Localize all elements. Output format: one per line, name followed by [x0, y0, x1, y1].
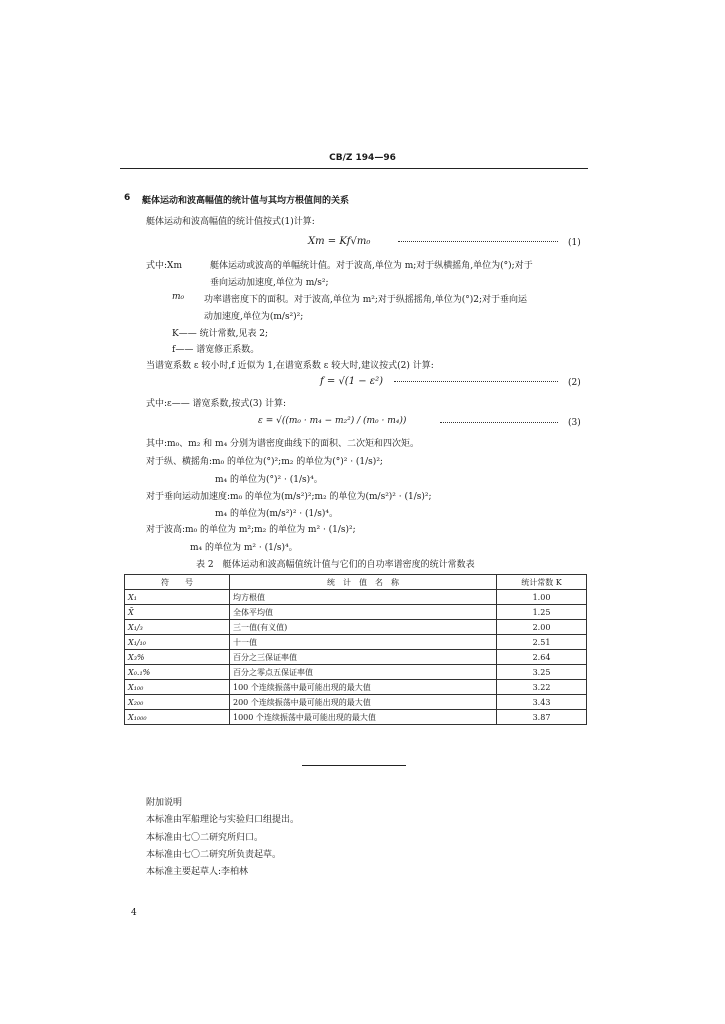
table-caption: 表 2 艇体运动和波高幅值统计值与它们的自功率谱密度的统计常数表 — [196, 560, 475, 570]
table-row — [125, 665, 587, 680]
table-row — [125, 695, 587, 710]
table-cell-constant: 3.25 — [497, 665, 587, 680]
table-row — [125, 680, 587, 695]
moments-text: 其中:m₀、m₂ 和 m₄ 分别为谱密度曲线下的面积、二次矩和四次矩。 — [146, 439, 420, 449]
table-cell-constant: 2.00 — [497, 620, 587, 635]
table-cell-name: 均方根值 — [230, 590, 497, 605]
table-cell-name: 百分之零点五保证率值 — [230, 665, 497, 680]
end-rule — [302, 765, 406, 766]
table-cell-symbol: X₁ — [125, 590, 230, 605]
table-cell-name: 1000 个连续振荡中最可能出现的最大值 — [230, 710, 497, 725]
statistics-table — [124, 574, 587, 725]
table-cell-name: 百分之三保证率值 — [230, 650, 497, 665]
table-cell-symbol: X₃% — [125, 650, 230, 665]
def-f: f—— 谱宽修正系数。 — [172, 345, 260, 355]
units-line-3: 对于垂向运动加速度:m₀ 的单位为(m/s²)²;m₂ 的单位为(m/s²)² · (1/s)²; — [146, 492, 432, 502]
def-m0-text: 功率谱密度下的面积。对于波高,单位为 m²;对于纵摇摇角,单位为(°)2;对于垂向运 — [204, 295, 528, 305]
equation-2: f = √(1 − ε²) — [320, 376, 384, 387]
section-title: 艇体运动和波高幅值的统计值与其均方根值间的关系 — [142, 196, 350, 206]
table-cell-name: 全体平均值 — [230, 605, 497, 620]
table-row — [125, 605, 587, 620]
equation-1-leader — [398, 241, 558, 242]
equation-3: ε = √((m₀ · m₄ − m₂²) / (m₀ · m₄)) — [258, 416, 407, 426]
table-header-constant: 统计常数 K — [497, 575, 587, 590]
table-cell-name: 200 个连续振荡中最可能出现的最大值 — [230, 695, 497, 710]
table-cell-symbol: X₁₀₀ — [125, 680, 230, 695]
table-row — [125, 635, 587, 650]
notes-line-1: 本标准由军船理论与实验归口组提出。 — [146, 815, 300, 825]
table-cell-symbol: X₂₀₀ — [125, 695, 230, 710]
table-cell-name: 三一值(有义值) — [230, 620, 497, 635]
equation-3-number: (3) — [568, 418, 581, 428]
page-number: 4 — [131, 908, 137, 918]
header-rule — [120, 168, 588, 169]
table-cell-constant: 3.87 — [497, 710, 587, 725]
equation-1-number: (1) — [568, 238, 581, 248]
table-row — [125, 590, 587, 605]
units-line-1: 对于纵、横摇角:m₀ 的单位为(°)²;m₂ 的单位为(°)² · (1/s)²; — [146, 457, 383, 467]
table-header-row — [125, 575, 587, 590]
def-xm-text: 艇体运动或波高的单幅统计值。对于波高,单位为 m;对于纵横摇角,单位为(°);对于 — [210, 261, 533, 271]
table-row — [125, 620, 587, 635]
notes-title: 附加说明 — [146, 798, 183, 808]
equation-2-leader — [394, 381, 558, 382]
units-line-5: 对于波高:m₀ 的单位为 m²;m₂ 的单位为 m² · (1/s)²; — [146, 525, 356, 535]
section-number: 6 — [124, 193, 131, 203]
table-cell-symbol: X̄ — [125, 605, 230, 620]
intro-text: 艇体运动和波高幅值的统计值按式(1)计算: — [146, 217, 315, 227]
equation-2-number: (2) — [568, 378, 581, 388]
table-cell-name: 100 个连续振荡中最可能出现的最大值 — [230, 680, 497, 695]
table-cell-constant: 1.00 — [497, 590, 587, 605]
table-cell-symbol: X₁/₁₀ — [125, 635, 230, 650]
def-m0-text-cont: 动加速度,单位为(m/s²)²; — [204, 312, 304, 322]
document-header: CB/Z 194—96 — [329, 153, 396, 163]
para-bandwidth: 当谱宽系数 ε 较小时,f 近似为 1,在谱宽系数 ε 较大时,建议按式(2) 计算: — [146, 361, 434, 371]
table-cell-name: 十一值 — [230, 635, 497, 650]
notes-line-4: 本标准主要起草人:李柏林 — [146, 867, 249, 877]
def-xm-text-cont: 垂向运动加速度,单位为 m/s²; — [210, 278, 329, 288]
notes-line-3: 本标准由七〇二研究所负责起草。 — [146, 850, 282, 860]
table-cell-constant: 3.22 — [497, 680, 587, 695]
def-epsilon: 式中:ε—— 谱宽系数,按式(3) 计算: — [146, 399, 287, 409]
table-cell-constant: 2.64 — [497, 650, 587, 665]
table-header-name: 统 计 值 名 称 — [230, 575, 497, 590]
table-row — [125, 710, 587, 725]
equation-1: Xm = Kf√m₀ — [308, 236, 371, 247]
table-header-symbol: 符 号 — [125, 575, 230, 590]
notes-line-2: 本标准由七〇二研究所归口。 — [146, 833, 264, 843]
table-cell-symbol: X₁/₃ — [125, 620, 230, 635]
units-line-2: m₄ 的单位为(°)² · (1/s)⁴。 — [215, 475, 323, 485]
equation-3-leader — [440, 422, 558, 423]
def-xm-label: 式中:Xm — [146, 261, 182, 271]
table-row — [125, 650, 587, 665]
units-line-4: m₄ 的单位为(m/s²)² · (1/s)⁴。 — [215, 509, 339, 519]
table-cell-constant: 1.25 — [497, 605, 587, 620]
table-cell-symbol: X₁₀₀₀ — [125, 710, 230, 725]
units-line-6: m₄ 的单位为 m² · (1/s)⁴。 — [190, 543, 298, 553]
def-m0-symbol: m₀ — [172, 292, 185, 302]
table-cell-symbol: X₀.₁% — [125, 665, 230, 680]
def-k: K—— 统计常数,见表 2; — [172, 329, 269, 339]
table-cell-constant: 3.43 — [497, 695, 587, 710]
table-cell-constant: 2.51 — [497, 635, 587, 650]
